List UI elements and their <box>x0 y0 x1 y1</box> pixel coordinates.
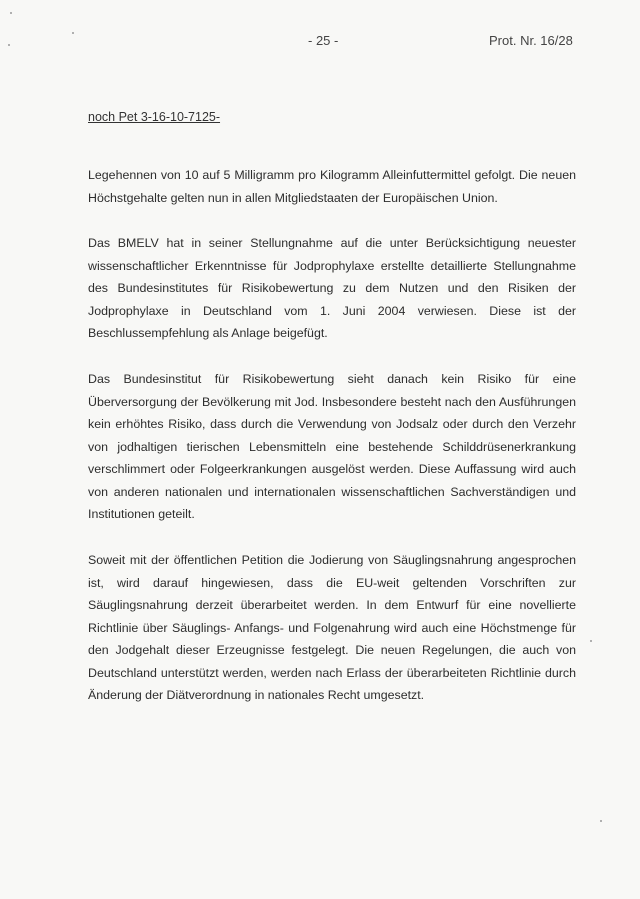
page-number: - 25 - <box>308 33 339 48</box>
scan-speck <box>8 44 10 46</box>
petition-reference: noch Pet 3-16-10-7125- <box>88 110 221 124</box>
scan-speck <box>600 820 602 822</box>
scan-speck <box>72 32 74 34</box>
protocol-number: Prot. Nr. 16/28 <box>489 33 573 48</box>
scan-speck <box>10 12 12 14</box>
paragraph: Legehennen von 10 auf 5 Milligramm pro Kilogramm Alleinfuttermittel gefolgt. Die neuen Höchstgehalte gelten nun in allen Mitgliedstaaten der Europäischen Union. <box>88 168 576 205</box>
scan-speck <box>590 640 592 642</box>
paragraph: Das Bundesinstitut für Risikobewertung sieht danach kein Risiko für eine Überversorgung der Bevölkerung mit Jod. Insbesondere besteht nach den Ausführungen kein erhöhtes Risiko, dass durch die Verwendung von Jodsalz oder durch den Verzehr von jodhaltigen tierischen Lebensmitteln eine bestehende Schilddrüsenerkrankung verschlimmert oder Folgeerkrankungen ausgelöst werden. Diese Auffassung wird auch von anderen nationalen und internationalen wissenschaftlichen Sachverständigen und Institutionen geteilt. <box>88 372 576 521</box>
paragraph: Das BMELV hat in seiner Stellungnahme auf die unter Berücksichtigung neuester wissenschaftlicher Erkenntnisse für Jodprophylaxe erstellte detaillierte Stellungnahme des Bundesinstitutes für Risikobewertung zu dem Nutzen und den Risiken der Jodprophylaxe in Deutschland vom 1. Juni 2004 verwiesen. Diese ist der Beschlussempfehlung als Anlage beigefügt. <box>88 236 576 340</box>
paragraph: Soweit mit der öffentlichen Petition die Jodierung von Säuglingsnahrung angesprochen ist, wird darauf hingewiesen, dass die EU-weit geltenden Vorschriften zur Säuglingsnahrung derzeit überarbeitet werden. In dem Entwurf für eine novellierte Richtlinie über Säuglings- Anfangs- und Folgenahrung wird auch eine Höchstmenge für den Jodgehalt dieser Erzeugnisse festgelegt. Die neuen Regelungen, die auch von Deutschland unterstützt werden, werden nach Erlass der überarbeiteten Richtlinie durch Änderung der Diätverordnung in nationales Recht umgesetzt. <box>88 553 576 702</box>
